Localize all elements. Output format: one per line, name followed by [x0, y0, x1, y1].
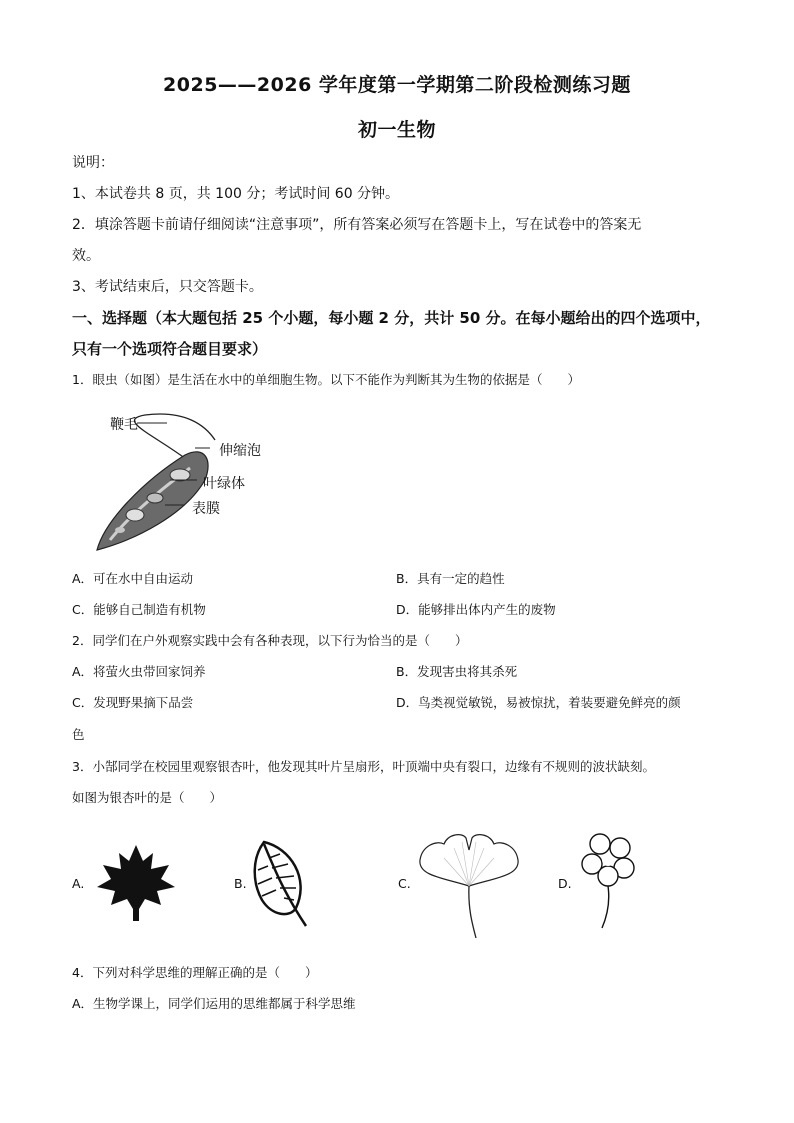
option: A.: [72, 876, 85, 891]
label-flagellum: 鞭毛: [110, 417, 138, 433]
option: C.: [398, 876, 411, 891]
question-1-stem: 1．眼虫（如图）是生活在水中的单细胞生物。以下不能作为判断其为生物的依据是（ ）: [72, 372, 580, 387]
instruction-item: 效。: [72, 248, 100, 264]
section-heading-cont: 只有一个选项符合题目要求）: [72, 340, 268, 358]
section-heading: 一、选择题（本大题包括 25 个小题，每小题 2 分，共计 50 分。在每小题给出的四个选项中，: [72, 309, 711, 327]
maple-leaf-icon: [95, 843, 177, 923]
option: D.: [558, 876, 572, 891]
oval-leaf-icon: [250, 838, 312, 930]
page-title: 2025——2026 学年度第一学期第二阶段检测练习题: [163, 74, 631, 96]
page-subtitle: 初一生物: [357, 119, 436, 141]
instruction-item: 2．填涂答题卡前请仔细阅读“注意事项”，所有答案必须写在答题卡上，写在试卷中的答案无: [72, 217, 642, 233]
question-3-stem-cont: 如图为银杏叶的是（ ）: [72, 790, 223, 805]
clover-leaf-icon: [578, 830, 640, 930]
question-3-stem: 3．小郜同学在校园里观察银杏叶，他发现其叶片呈扇形，叶顶端中央有裂口，边缘有不规则的波状缺刻。: [72, 759, 655, 774]
ginkgo-leaf-icon: [414, 828, 524, 940]
option: B．具有一定的趋性: [396, 571, 505, 586]
option: B．发现害虫将其杀死: [396, 664, 518, 679]
option: A．生物学课上，同学们运用的思维都属于科学思维: [72, 996, 356, 1011]
option: C．能够自己制造有机物: [72, 602, 206, 617]
option-continuation: 色: [72, 727, 85, 742]
option: A．将萤火虫带回家饲养: [72, 664, 206, 679]
label-pellicle: 表膜: [192, 501, 220, 517]
question-2-stem: 2．同学们在户外观察实践中会有各种表现，以下行为恰当的是（ ）: [72, 633, 468, 648]
option: D．鸟类视觉敏锐，易被惊扰，着装要避免鲜亮的颜: [396, 695, 681, 710]
question-4-stem: 4．下列对科学思维的理解正确的是（ ）: [72, 965, 318, 980]
option: D．能够排出体内产生的废物: [396, 602, 556, 617]
label-contractile-vacuole: 伸缩泡: [219, 443, 261, 459]
option: B.: [234, 876, 247, 891]
instruction-item: 3、考试结束后，只交答题卡。: [72, 279, 263, 295]
label-chloroplast: 叶绿体: [203, 476, 245, 492]
option: A．可在水中自由运动: [72, 571, 194, 586]
instruction-item: 1、本试卷共 8 页，共 100 分；考试时间 60 分钟。: [72, 186, 400, 202]
instructions-heading: 说明：: [72, 155, 114, 171]
option: C．发现野果摘下品尝: [72, 695, 194, 710]
